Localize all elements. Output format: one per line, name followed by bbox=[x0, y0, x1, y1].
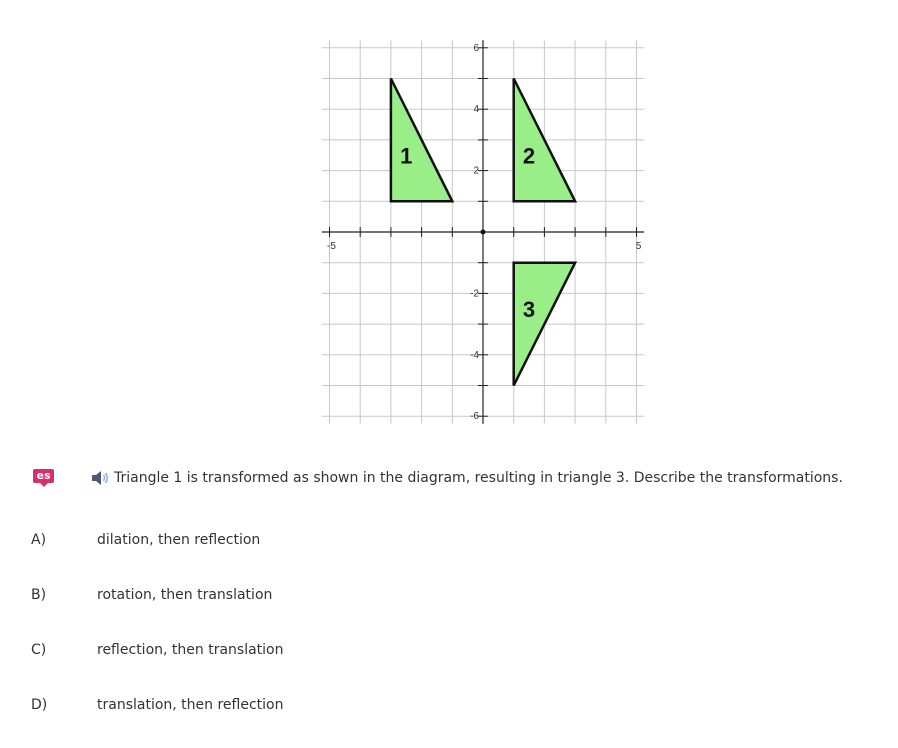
question-text: Triangle 1 is transformed as shown in the diagram, resulting in triangle 3. Describe the transformations. bbox=[114, 470, 843, 486]
choice-text: rotation, then translation bbox=[97, 587, 273, 603]
choice-c[interactable] bbox=[20, 634, 620, 668]
triangle-2-label: 2 bbox=[522, 143, 536, 169]
spanish-translation-button[interactable]: es bbox=[33, 469, 54, 483]
y-tick-label: 4 bbox=[473, 104, 479, 116]
origin-dot bbox=[481, 230, 486, 235]
x-tick-label: -5 bbox=[327, 241, 336, 252]
choice-letter: D) bbox=[31, 697, 48, 713]
choice-text: translation, then reflection bbox=[97, 697, 284, 713]
question-row bbox=[33, 466, 873, 494]
speaker-icon[interactable] bbox=[90, 470, 110, 486]
y-tick-label: -2 bbox=[470, 288, 479, 300]
choice-text: dilation, then reflection bbox=[97, 532, 261, 548]
choice-letter: A) bbox=[31, 532, 47, 548]
y-tick-label: 6 bbox=[473, 42, 479, 54]
choice-letter: B) bbox=[31, 587, 47, 603]
choice-a[interactable] bbox=[20, 524, 620, 558]
y-tick-label: 2 bbox=[473, 165, 479, 177]
triangle-3-label: 3 bbox=[522, 296, 536, 322]
x-tick-label: 5 bbox=[635, 241, 642, 252]
choice-d[interactable] bbox=[20, 689, 620, 723]
choice-letter: C) bbox=[31, 642, 47, 658]
choice-b[interactable] bbox=[20, 579, 620, 613]
triangle-1-label: 1 bbox=[400, 143, 413, 169]
choice-text: reflection, then translation bbox=[97, 642, 284, 658]
y-tick-label: -6 bbox=[470, 411, 479, 423]
coordinate-graph bbox=[318, 36, 658, 436]
y-tick-label: -4 bbox=[470, 349, 479, 361]
